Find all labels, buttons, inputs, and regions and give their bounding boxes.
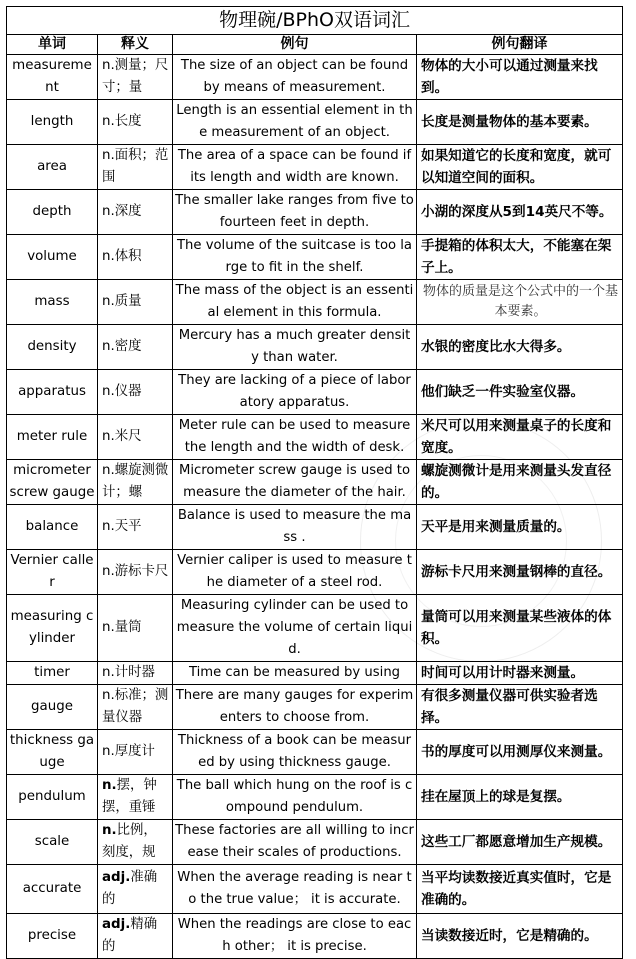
cell-translation: 书的厚度可以用测厚仪来测量。 xyxy=(417,730,623,775)
cell-translation: 挂在屋顶上的球是复摆。 xyxy=(417,775,623,820)
cell-meaning xyxy=(98,370,173,415)
meaning-text: n.测量；尺寸；量 xyxy=(102,58,169,95)
cell-translation: 有很多测量仪器可供实验者选择。 xyxy=(417,685,623,730)
cell-translation: 当读数接近时，它是精确的。 xyxy=(417,914,623,959)
cell-translation: 长度是测量物体的基本要素。 xyxy=(417,100,623,145)
meaning-text: n.深度 xyxy=(102,204,142,219)
meaning-text: n.长度 xyxy=(102,114,142,129)
table-row xyxy=(7,235,623,280)
cell-word: length xyxy=(7,100,98,145)
header-meaning: 释义 xyxy=(98,35,173,55)
meaning-text: n.质量 xyxy=(102,294,142,309)
cell-meaning xyxy=(98,730,173,775)
part-of-speech: n. xyxy=(102,778,117,793)
table-row xyxy=(7,775,623,820)
cell-translation: 小湖的深度从5到14英尺不等。 xyxy=(417,190,623,235)
meaning-text: n.体积 xyxy=(102,249,142,264)
cell-translation: 当平均读数接近真实值时，它是准确的。 xyxy=(417,865,623,914)
table-row xyxy=(7,505,623,550)
table-row xyxy=(7,145,623,190)
table-row xyxy=(7,865,623,914)
page-title: 物理碗/BPhO双语词汇 xyxy=(7,7,623,35)
cell-meaning xyxy=(98,820,173,865)
table-row xyxy=(7,100,623,145)
part-of-speech: n. xyxy=(102,823,117,838)
cell-translation: 他们缺乏一件实验室仪器。 xyxy=(417,370,623,415)
cell-meaning xyxy=(98,145,173,190)
cell-translation: 如果知道它的长度和宽度，就可以知道空间的面积。 xyxy=(417,145,623,190)
cell-meaning xyxy=(98,235,173,280)
cell-meaning xyxy=(98,505,173,550)
cell-translation: 这些工厂都愿意增加生产规模。 xyxy=(417,820,623,865)
meaning-text: n.米尺 xyxy=(102,429,142,444)
header-translation: 例句翻译 xyxy=(417,35,623,55)
meaning-text: n.密度 xyxy=(102,339,142,354)
cell-word: accurate xyxy=(7,865,98,914)
cell-example: They are lacking of a piece of laboratory apparatus. xyxy=(173,370,417,415)
cell-translation: 水银的密度比水大得多。 xyxy=(417,325,623,370)
table-row xyxy=(7,415,623,460)
meaning-text: 比例，刻度，规 xyxy=(102,823,157,860)
cell-example: The area of a space can be found if its length and width are known. xyxy=(173,145,417,190)
cell-translation: 螺旋测微计是用来测量头发直径的。 xyxy=(417,460,623,505)
cell-word: measurement xyxy=(7,55,98,100)
cell-translation: 天平是用来测量质量的。 xyxy=(417,505,623,550)
cell-word: measuring cylinder xyxy=(7,595,98,662)
cell-example: These factories are all willing to increase their scales of productions. xyxy=(173,820,417,865)
cell-word: balance xyxy=(7,505,98,550)
meaning-text: n.游标卡尺 xyxy=(102,564,169,579)
cell-translation: 米尺可以用来测量桌子的长度和宽度。 xyxy=(417,415,623,460)
cell-word: gauge xyxy=(7,685,98,730)
table-row xyxy=(7,190,623,235)
cell-example: The size of an object can be found by means of measurement. xyxy=(173,55,417,100)
cell-meaning xyxy=(98,100,173,145)
meaning-text: 精确的 xyxy=(102,917,158,954)
part-of-speech: adj. xyxy=(102,870,131,885)
cell-translation: 量筒可以用来测量某些液体的体积。 xyxy=(417,595,623,662)
cell-example: Time can be measured by using xyxy=(173,662,417,685)
cell-example: Measuring cylinder can be used to measure the volume of certain liquid. xyxy=(173,595,417,662)
cell-example: The mass of the object is an essential element in this formula. xyxy=(173,280,417,325)
cell-meaning xyxy=(98,550,173,595)
header-example: 例句 xyxy=(173,35,417,55)
meaning-text: n.厚度计 xyxy=(102,744,155,759)
table-row xyxy=(7,730,623,775)
cell-translation: 游标卡尺用来测量钢棒的直径。 xyxy=(417,550,623,595)
table-row xyxy=(7,595,623,662)
cell-meaning xyxy=(98,662,173,685)
table-row xyxy=(7,662,623,685)
table-row xyxy=(7,370,623,415)
cell-example: Meter rule can be used to measure the length and the width of desk. xyxy=(173,415,417,460)
cell-meaning xyxy=(98,415,173,460)
title-row xyxy=(7,7,623,35)
cell-example: When the readings are close to each other； it is precise. xyxy=(173,914,417,959)
cell-word: apparatus xyxy=(7,370,98,415)
table-row xyxy=(7,325,623,370)
cell-example: Thickness of a book can be measured by using thickness gauge. xyxy=(173,730,417,775)
cell-meaning xyxy=(98,865,173,914)
cell-example: The volume of the suitcase is too large to fit in the shelf. xyxy=(173,235,417,280)
cell-example: When the average reading is near to the true value； it is accurate. xyxy=(173,865,417,914)
cell-meaning xyxy=(98,190,173,235)
cell-word: area xyxy=(7,145,98,190)
cell-word: mass xyxy=(7,280,98,325)
cell-example: Balance is used to measure the mass . xyxy=(173,505,417,550)
vocab-table xyxy=(6,6,623,959)
cell-translation: 物体的大小可以通过测量来找到。 xyxy=(417,55,623,100)
meaning-text: n.面积；范围 xyxy=(102,148,169,185)
cell-meaning xyxy=(98,685,173,730)
cell-example: The ball which hung on the roof is compound pendulum. xyxy=(173,775,417,820)
cell-example: Vernier caliper is used to measure the diameter of a steel rod. xyxy=(173,550,417,595)
meaning-text: 摆，钟摆，重锤 xyxy=(102,778,157,815)
table-row xyxy=(7,685,623,730)
cell-meaning xyxy=(98,595,173,662)
table-row xyxy=(7,55,623,100)
meaning-text: n.量筒 xyxy=(102,620,142,635)
cell-example: Length is an essential element in the measurement of an object. xyxy=(173,100,417,145)
cell-word: scale xyxy=(7,820,98,865)
cell-word: volume xyxy=(7,235,98,280)
table-row xyxy=(7,550,623,595)
cell-meaning xyxy=(98,325,173,370)
header-row xyxy=(7,35,623,55)
cell-meaning xyxy=(98,55,173,100)
cell-word: micrometer screw gauge xyxy=(7,460,98,505)
cell-example: Mercury has a much greater density than water. xyxy=(173,325,417,370)
meaning-text: 准确的 xyxy=(102,870,158,907)
table-row xyxy=(7,280,623,325)
part-of-speech: adj. xyxy=(102,917,131,932)
cell-example: There are many gauges for experimenters to choose from. xyxy=(173,685,417,730)
meaning-text: n.标准；测量仪器 xyxy=(102,688,169,725)
cell-word: Vernier caller xyxy=(7,550,98,595)
cell-word: depth xyxy=(7,190,98,235)
cell-meaning xyxy=(98,280,173,325)
cell-word: density xyxy=(7,325,98,370)
cell-word: precise xyxy=(7,914,98,959)
cell-example: Micrometer screw gauge is used to measure the diameter of the hair. xyxy=(173,460,417,505)
cell-word: timer xyxy=(7,662,98,685)
cell-example: The smaller lake ranges from five to fourteen feet in depth. xyxy=(173,190,417,235)
cell-word: pendulum xyxy=(7,775,98,820)
table-row xyxy=(7,820,623,865)
cell-meaning xyxy=(98,914,173,959)
cell-meaning xyxy=(98,460,173,505)
header-word: 单词 xyxy=(7,35,98,55)
cell-translation: 手提箱的体积太大，不能塞在架子上。 xyxy=(417,235,623,280)
vocab-sheet xyxy=(6,6,622,959)
meaning-text: n.仪器 xyxy=(102,384,142,399)
cell-meaning xyxy=(98,775,173,820)
cell-translation: 时间可以用计时器来测量。 xyxy=(417,662,623,685)
cell-translation: 物体的质量是这个公式中的一个基本要素。 xyxy=(417,280,623,325)
meaning-text: n.螺旋测微计；螺 xyxy=(102,463,169,500)
meaning-text: n.天平 xyxy=(102,519,142,534)
table-row xyxy=(7,914,623,959)
table-row xyxy=(7,460,623,505)
cell-word: meter rule xyxy=(7,415,98,460)
meaning-text: n.计时器 xyxy=(102,665,155,680)
cell-word: thickness gauge xyxy=(7,730,98,775)
